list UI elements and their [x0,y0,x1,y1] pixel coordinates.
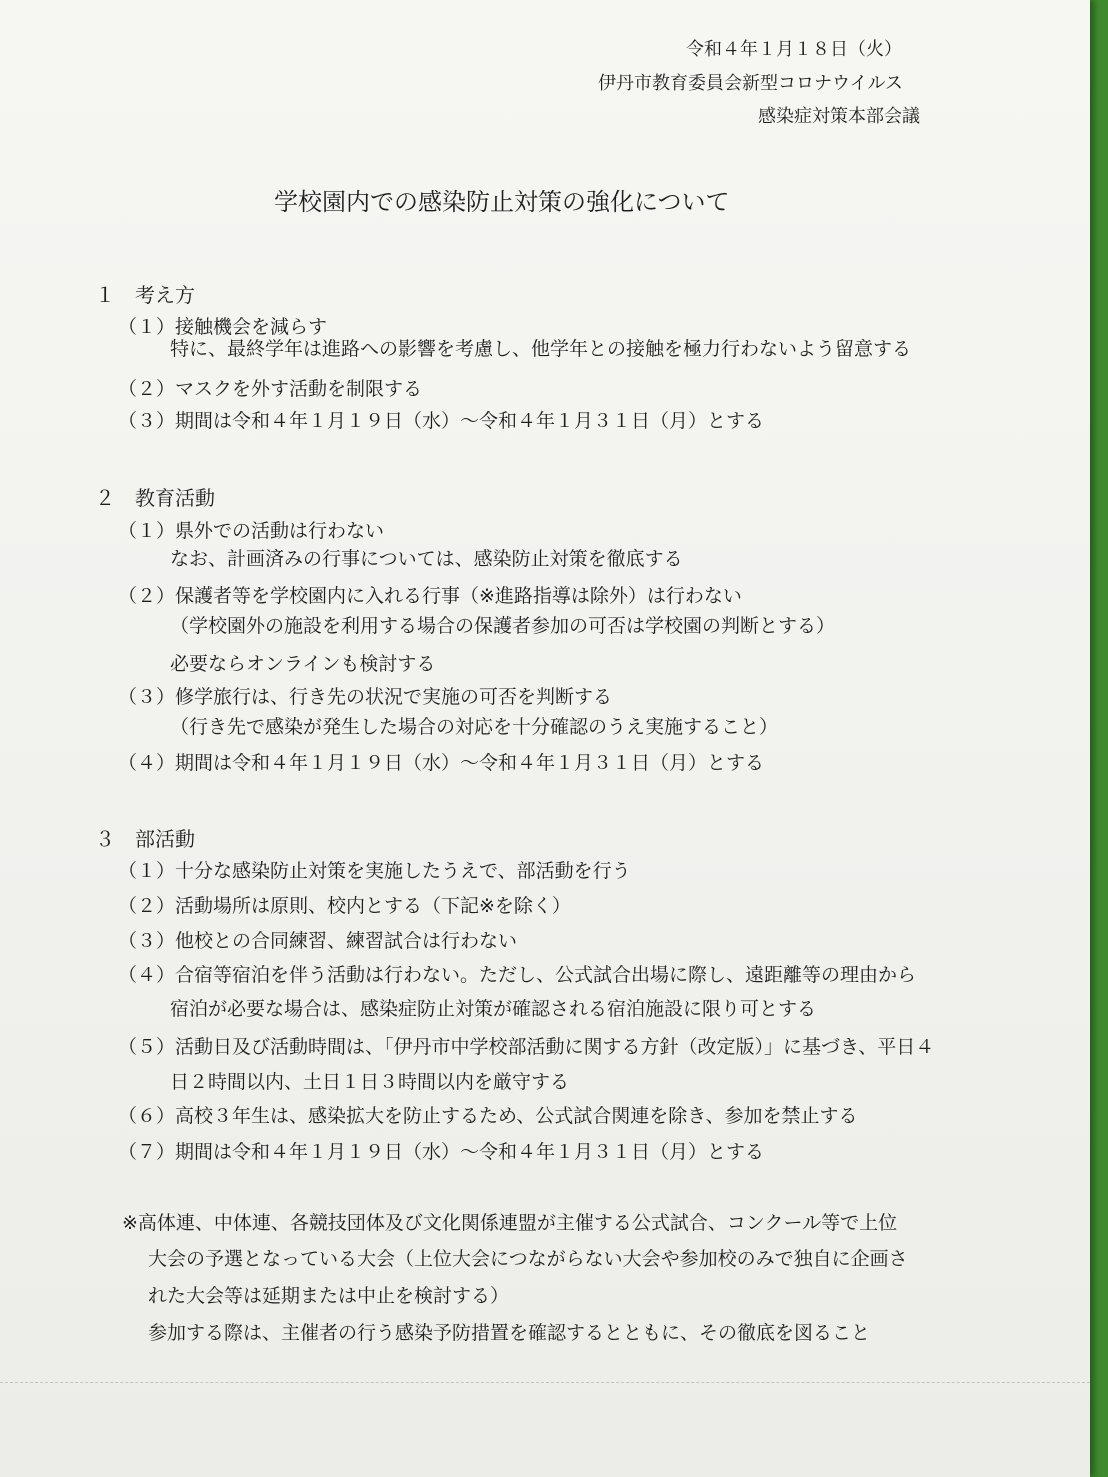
note-line2: 大会の予選となっている大会（上位大会につながらない大会や参加校のみで独自に企画さ [148,1248,908,1270]
page-fold-line [0,1382,1090,1383]
section2-item2-note1: （学校園外の施設を利用する場合の保護者参加の可否は学校園の判断とする） [170,615,836,637]
section3-item5: （５）活動日及び活動時間は、「伊丹市中学校部活動に関する方針（改定版）」に基づき、平日４ [118,1036,935,1058]
section3-item3: （３）他校との合同練習、練習試合は行わない [118,930,518,952]
header-org-line1: 伊丹市教育委員会新型コロナウイルス [598,73,903,94]
section2-heading: ２ 教育活動 [95,486,215,510]
section2-item1: （１）県外での活動は行わない [118,520,385,542]
header-date: 令和４年１月１８日（火） [686,39,902,60]
section3-heading: ３ 部活動 [95,827,195,851]
section2-item2: （２）保護者等を学校園内に入れる行事（※進路指導は除外）は行わない [118,585,742,607]
section3-item4-cont: 宿泊が必要な場合は、感染症防止対策が確認される宿泊施設に限り可とする [170,998,817,1020]
section3-item5-cont: 日２時間以内、土日１日３時間以内を厳守する [170,1071,570,1093]
header-org-line2: 感染症対策本部会議 [758,106,920,127]
note-line3: れた大会等は延期または中止を検討する） [148,1285,510,1307]
note-line4: 参加する際は、主催者の行う感染予防措置を確認するとともに、その徹底を図ること [148,1322,871,1344]
section1-item2: （２）マスクを外す活動を制限する [118,378,423,400]
section1-item1: （１）接触機会を減らす [118,316,328,338]
section1-item1-note: 特に、最終学年は進路への影響を考慮し、他学年との接触を極力行わないよう留意する [170,338,912,360]
section2-item1-note: なお、計画済みの行事については、感染防止対策を徹底する [170,548,683,570]
section3-item4: （４）合宿等宿泊を伴う活動は行わない。ただし、公式試合出場に際し、遠距離等の理由から [118,964,917,986]
section2-item3-note: （行き先で感染が発生した場合の対応を十分確認のうえ実施すること） [170,716,779,738]
section3-item2: （２）活動場所は原則、校内とする（下記※を除く） [118,895,571,917]
section2-item3: （３）修学旅行は、行き先の状況で実施の可否を判断する [118,686,613,708]
section3-item1: （１）十分な感染防止対策を実施したうえで、部活動を行う [118,860,631,882]
section1-heading: １ 考え方 [95,283,195,307]
document-title: 学校園内での感染防止対策の強化について [274,188,730,216]
note-line1: ※高体連、中体連、各競技団体及び文化関係連盟が主催する公式試合、コンクール等で上位 [122,1212,898,1234]
section2-item2-note2: 必要ならオンラインも検討する [170,653,436,675]
section1-item3: （３）期間は令和４年１月１９日（水）～令和４年１月３１日（月）とする [118,410,765,432]
section2-item4: （４）期間は令和４年１月１９日（水）～令和４年１月３１日（月）とする [118,752,765,774]
section3-item7: （７）期間は令和４年１月１９日（水）～令和４年１月３１日（月）とする [118,1141,765,1163]
section3-item6: （６）高校３年生は、感染拡大を防止するため、公式試合関連を除き、参加を禁止する [118,1105,858,1127]
